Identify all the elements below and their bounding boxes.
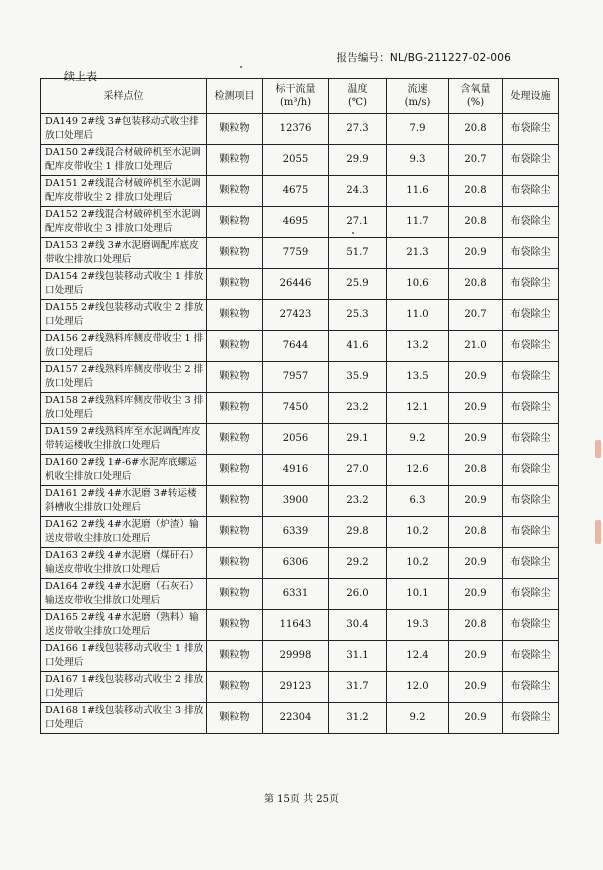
cell-oxygen: 20.7 xyxy=(449,300,503,331)
cell-temp: 25.9 xyxy=(329,269,387,300)
cell-speed: 21.3 xyxy=(387,238,449,269)
cell-flow: 2055 xyxy=(263,145,329,176)
cell-oxygen: 20.9 xyxy=(449,579,503,610)
cell-facility: 布袋除尘 xyxy=(503,393,559,424)
cell-item: 颗粒物 xyxy=(207,300,263,331)
cell-point: DA164 2#线 4#水泥磨（石灰石）输送皮带收尘排放口处理后 xyxy=(41,579,207,610)
cell-temp: 25.3 xyxy=(329,300,387,331)
cell-point: DA154 2#线包装移动式收尘 1 排放口处理后 xyxy=(41,269,207,300)
cell-temp: 29.8 xyxy=(329,517,387,548)
header-speed: 流速 (m/s) xyxy=(387,79,449,114)
cell-oxygen: 20.8 xyxy=(449,207,503,238)
table-row xyxy=(41,176,559,207)
cell-point: DA151 2#线混合材破碎机至水泥调配库皮带收尘 2 排放口处理后 xyxy=(41,176,207,207)
cell-temp: 31.1 xyxy=(329,641,387,672)
cell-item: 颗粒物 xyxy=(207,641,263,672)
cell-temp: 31.2 xyxy=(329,703,387,734)
cell-oxygen: 20.8 xyxy=(449,269,503,300)
cell-point: DA159 2#线熟料库至水泥调配库皮带转运楼收尘排放口处理后 xyxy=(41,424,207,455)
seal-fragment-upper xyxy=(595,440,601,458)
header-oxygen: 含氧量 (%) xyxy=(449,79,503,114)
cell-temp: 51.7 xyxy=(329,238,387,269)
cell-oxygen: 20.9 xyxy=(449,548,503,579)
cell-flow: 27423 xyxy=(263,300,329,331)
cell-temp: 29.2 xyxy=(329,548,387,579)
cell-temp: 41.6 xyxy=(329,331,387,362)
cell-item: 颗粒物 xyxy=(207,362,263,393)
cell-item: 颗粒物 xyxy=(207,176,263,207)
cell-item: 颗粒物 xyxy=(207,455,263,486)
cell-oxygen: 20.8 xyxy=(449,114,503,145)
cell-temp: 35.9 xyxy=(329,362,387,393)
cell-flow: 4916 xyxy=(263,455,329,486)
table-row xyxy=(41,238,559,269)
cell-item: 颗粒物 xyxy=(207,703,263,734)
cell-facility: 布袋除尘 xyxy=(503,207,559,238)
cell-item: 颗粒物 xyxy=(207,579,263,610)
cell-flow: 7644 xyxy=(263,331,329,362)
cell-temp: 30.4 xyxy=(329,610,387,641)
table-row xyxy=(41,424,559,455)
cell-facility: 布袋除尘 xyxy=(503,672,559,703)
cell-facility: 布袋除尘 xyxy=(503,703,559,734)
cell-point: DA165 2#线 4#水泥磨（熟料）输送皮带收尘排放口处理后 xyxy=(41,610,207,641)
cell-point: DA153 2#线 3#水泥磨调配库底皮带收尘排放口处理后 xyxy=(41,238,207,269)
cell-facility: 布袋除尘 xyxy=(503,424,559,455)
cell-oxygen: 20.9 xyxy=(449,703,503,734)
cell-oxygen: 20.9 xyxy=(449,238,503,269)
cell-item: 颗粒物 xyxy=(207,517,263,548)
cell-flow: 3900 xyxy=(263,486,329,517)
table-row xyxy=(41,269,559,300)
cell-speed: 11.0 xyxy=(387,300,449,331)
cell-oxygen: 20.9 xyxy=(449,672,503,703)
cell-item: 颗粒物 xyxy=(207,393,263,424)
cell-flow: 29123 xyxy=(263,672,329,703)
cell-speed: 10.2 xyxy=(387,548,449,579)
table-row xyxy=(41,672,559,703)
cell-item: 颗粒物 xyxy=(207,672,263,703)
cell-item: 颗粒物 xyxy=(207,424,263,455)
table-row xyxy=(41,703,559,734)
cell-oxygen: 20.9 xyxy=(449,486,503,517)
table-header-row xyxy=(41,79,559,114)
cell-speed: 6.3 xyxy=(387,486,449,517)
cell-speed: 9.2 xyxy=(387,703,449,734)
cell-speed: 11.6 xyxy=(387,176,449,207)
cell-temp: 29.1 xyxy=(329,424,387,455)
cell-oxygen: 20.9 xyxy=(449,362,503,393)
cell-speed: 12.1 xyxy=(387,393,449,424)
cell-flow: 7450 xyxy=(263,393,329,424)
cell-flow: 7759 xyxy=(263,238,329,269)
cell-point: DA168 1#线包装移动式收尘 3 排放口处理后 xyxy=(41,703,207,734)
cell-speed: 10.2 xyxy=(387,517,449,548)
cell-facility: 布袋除尘 xyxy=(503,114,559,145)
cell-facility: 布袋除尘 xyxy=(503,548,559,579)
cell-facility: 布袋除尘 xyxy=(503,300,559,331)
cell-flow: 11643 xyxy=(263,610,329,641)
cell-speed: 7.9 xyxy=(387,114,449,145)
cell-temp: 23.2 xyxy=(329,393,387,424)
cell-facility: 布袋除尘 xyxy=(503,579,559,610)
seal-fragment-lower xyxy=(595,520,601,544)
cell-temp: 23.2 xyxy=(329,486,387,517)
cell-item: 颗粒物 xyxy=(207,548,263,579)
cell-flow: 6339 xyxy=(263,517,329,548)
table-row xyxy=(41,145,559,176)
cell-oxygen: 20.8 xyxy=(449,517,503,548)
cell-speed: 13.5 xyxy=(387,362,449,393)
cell-temp: 29.9 xyxy=(329,145,387,176)
cell-speed: 12.0 xyxy=(387,672,449,703)
cell-facility: 布袋除尘 xyxy=(503,641,559,672)
cell-oxygen: 20.8 xyxy=(449,176,503,207)
cell-speed: 9.3 xyxy=(387,145,449,176)
cell-temp: 27.0 xyxy=(329,455,387,486)
cell-oxygen: 20.9 xyxy=(449,393,503,424)
cell-flow: 4675 xyxy=(263,176,329,207)
header-point: 采样点位 xyxy=(41,79,207,114)
table-body xyxy=(41,114,559,734)
cell-flow: 26446 xyxy=(263,269,329,300)
header-flow: 标干流量 (m³/h) xyxy=(263,79,329,114)
cell-oxygen: 20.8 xyxy=(449,610,503,641)
table-row xyxy=(41,517,559,548)
cell-oxygen: 21.0 xyxy=(449,331,503,362)
cell-speed: 11.7 xyxy=(387,207,449,238)
table-row xyxy=(41,579,559,610)
page-footer: 第 15页 共 25页 xyxy=(264,794,339,805)
cell-flow: 22304 xyxy=(263,703,329,734)
cell-item: 颗粒物 xyxy=(207,238,263,269)
cell-point: DA152 2#线混合材破碎机至水泥调配库皮带收尘 3 排放口处理后 xyxy=(41,207,207,238)
cell-point: DA156 2#线熟料库侧皮带收尘 1 排放口处理后 xyxy=(41,331,207,362)
cell-temp: 31.7 xyxy=(329,672,387,703)
cell-item: 颗粒物 xyxy=(207,269,263,300)
table-row xyxy=(41,300,559,331)
cell-point: DA162 2#线 4#水泥磨（炉渣）输送皮带收尘排放口处理后 xyxy=(41,517,207,548)
cell-oxygen: 20.9 xyxy=(449,641,503,672)
cell-flow: 6331 xyxy=(263,579,329,610)
cell-facility: 布袋除尘 xyxy=(503,176,559,207)
cell-point: DA167 1#线包装移动式收尘 2 排放口处理后 xyxy=(41,672,207,703)
cell-facility: 布袋除尘 xyxy=(503,269,559,300)
cell-item: 颗粒物 xyxy=(207,145,263,176)
table-row xyxy=(41,610,559,641)
cell-temp: 27.1 xyxy=(329,207,387,238)
cell-point: DA158 2#线熟料库侧皮带收尘 3 排放口处理后 xyxy=(41,393,207,424)
cell-speed: 9.2 xyxy=(387,424,449,455)
sampling-results-table xyxy=(40,78,559,734)
cell-point: DA149 2#线 3#包装移动式收尘排放口处理后 xyxy=(41,114,207,145)
cell-speed: 10.6 xyxy=(387,269,449,300)
cell-oxygen: 20.8 xyxy=(449,455,503,486)
header-facility: 处理设施 xyxy=(503,79,559,114)
table-row xyxy=(41,362,559,393)
cell-speed: 10.1 xyxy=(387,579,449,610)
cell-item: 颗粒物 xyxy=(207,207,263,238)
cell-speed: 12.6 xyxy=(387,455,449,486)
cell-facility: 布袋除尘 xyxy=(503,517,559,548)
cell-facility: 布袋除尘 xyxy=(503,145,559,176)
cell-speed: 13.2 xyxy=(387,331,449,362)
cell-temp: 26.0 xyxy=(329,579,387,610)
table-row xyxy=(41,207,559,238)
table-row xyxy=(41,486,559,517)
cell-facility: 布袋除尘 xyxy=(503,238,559,269)
cell-flow: 2056 xyxy=(263,424,329,455)
cell-speed: 12.4 xyxy=(387,641,449,672)
table-row xyxy=(41,114,559,145)
table-row xyxy=(41,641,559,672)
cell-facility: 布袋除尘 xyxy=(503,362,559,393)
cell-flow: 12376 xyxy=(263,114,329,145)
cell-item: 颗粒物 xyxy=(207,610,263,641)
cell-item: 颗粒物 xyxy=(207,114,263,145)
cell-flow: 6306 xyxy=(263,548,329,579)
cell-point: DA155 2#线包装移动式收尘 2 排放口处理后 xyxy=(41,300,207,331)
cell-flow: 7957 xyxy=(263,362,329,393)
cell-flow: 4695 xyxy=(263,207,329,238)
scan-speck xyxy=(240,66,242,68)
cell-item: 颗粒物 xyxy=(207,331,263,362)
cell-point: DA150 2#线混合材破碎机至水泥调配库皮带收尘 1 排放口处理后 xyxy=(41,145,207,176)
cell-point: DA163 2#线 4#水泥磨（煤矸石）输送皮带收尘排放口处理后 xyxy=(41,548,207,579)
cell-facility: 布袋除尘 xyxy=(503,610,559,641)
cell-facility: 布袋除尘 xyxy=(503,331,559,362)
scan-speck xyxy=(352,232,354,234)
cell-point: DA161 2#线 4#水泥磨 3#转运楼斜槽收尘排放口处理后 xyxy=(41,486,207,517)
cell-point: DA157 2#线熟料库侧皮带收尘 2 排放口处理后 xyxy=(41,362,207,393)
table-row xyxy=(41,393,559,424)
report-number: 报告编号：NL/BG-211227-02-006 xyxy=(336,52,511,64)
cell-point: DA166 1#线包装移动式收尘 1 排放口处理后 xyxy=(41,641,207,672)
cell-item: 颗粒物 xyxy=(207,486,263,517)
table-row xyxy=(41,455,559,486)
cell-oxygen: 20.7 xyxy=(449,145,503,176)
continuation-label: 续上表 xyxy=(64,70,97,83)
table-row xyxy=(41,331,559,362)
cell-speed: 19.3 xyxy=(387,610,449,641)
cell-facility: 布袋除尘 xyxy=(503,486,559,517)
header-temperature: 温度 (℃) xyxy=(329,79,387,114)
header-item: 检测项目 xyxy=(207,79,263,114)
cell-temp: 27.3 xyxy=(329,114,387,145)
cell-oxygen: 20.9 xyxy=(449,424,503,455)
cell-point: DA160 2#线 1#-6#水泥库底螺运机收尘排放口处理后 xyxy=(41,455,207,486)
table-row xyxy=(41,548,559,579)
cell-flow: 29998 xyxy=(263,641,329,672)
cell-facility: 布袋除尘 xyxy=(503,455,559,486)
cell-temp: 24.3 xyxy=(329,176,387,207)
